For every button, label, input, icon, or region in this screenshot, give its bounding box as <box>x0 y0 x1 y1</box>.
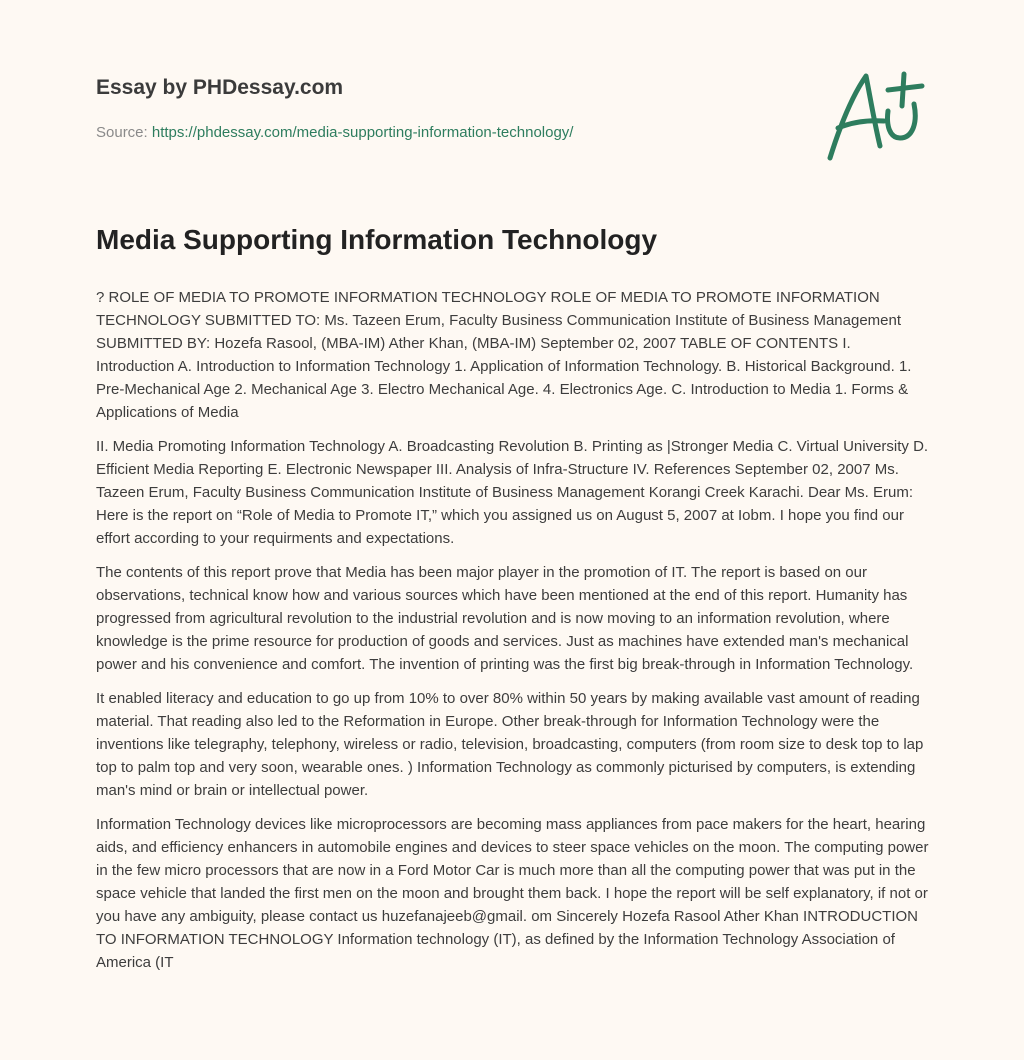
essay-body <box>96 286 930 985</box>
a-plus-logo-icon <box>818 66 928 166</box>
source-line <box>96 124 573 141</box>
essay-title: Media Supporting Information Technology <box>96 224 658 255</box>
paragraph: II. Media Promoting Information Technology A. Broadcasting Revolution B. Printing as |Stronger Media C. Virtual University D. Efficient Media Reporting E. Electronic Newspaper III. Analysis of Infra-Structure IV. References September 02, 2007 Ms. Tazeen Erum, Faculty Business Communication Institute of Business Management Korangi Creek Karachi. Dear Ms. Erum: Here is the report on “Role of Media to Promote IT,” which you assigned us on August 5, 2007 at Iobm. I hope you find our effort according to your requirments and expectations. <box>96 438 929 547</box>
paragraph: Information Technology devices like microprocessors are becoming mass appliances from pace makers for the heart, hearing aids, and efficiency enhancers in automobile engines and devices to steer space vehicles on the moon. The computing power in the few micro processors that are now in a Ford Motor Car is much more than all the computing power that was put in the space vehicle that landed the first men on the moon and brought them back. I hope the report will be self explanatory, if not or you have any ambiguity, please contact us huzefanajeeb@gmail. om Sincerely Hozefa Rasool Ather Khan INTRODUCTION TO INFORMATION TECHNOLOGY Information technology (IT), as defined by the Information Technology Association of America (IT <box>96 816 929 971</box>
source-label: Source: <box>96 124 148 141</box>
paragraph: The contents of this report prove that Media has been major player in the promotion of IT. The report is based on our observations, technical know how and various sources which have been mentioned at the end of this report. Humanity has progressed from agricultural revolution to the industrial revolution and is now moving to an information revolution, where knowledge is the prime resource for production of goods and services. Just as machines have extended man's mechanical power and his convenience and comfort. The invention of printing was the first big break-through in Information Technology. <box>96 564 914 673</box>
paragraph: ? ROLE OF MEDIA TO PROMOTE INFORMATION TECHNOLOGY ROLE OF MEDIA TO PROMOTE INFORMATION TECHNOLOGY SUBMITTED TO: Ms. Tazeen Erum, Faculty Business Communication Institute of Business Management SUBMITTED BY: Hozefa Rasool, (MBA-IM) Ather Khan, (MBA-IM) September 02, 2007 TABLE OF CONTENTS I. Introduction A. Introduction to Information Technology 1. Application of Information Technology. B. Historical Background. 1. Pre-Mechanical Age 2. Mechanical Age 3. Electro Mechanical Age. 4. Electronics Age. C. Introduction to Media 1. Forms & Applications of Media <box>96 289 912 421</box>
paragraph: It enabled literacy and education to go up from 10% to over 80% within 50 years by making available vast amount of reading material. That reading also led to the Reformation in Europe. Other break-through for Information Technology were the inventions like telegraphy, telephony, wireless or radio, television, broadcasting, computers (from room size to desk top to lap top to palm top and very soon, wearable ones. ) Information Technology as commonly picturised by computers, is extending man's mind or brain or intellectual power. <box>96 690 924 799</box>
source-link[interactable]: https://phdessay.com/media-supporting-information-technology/ <box>151 124 574 141</box>
site-brand: Essay by PHDessay.com <box>96 76 344 99</box>
